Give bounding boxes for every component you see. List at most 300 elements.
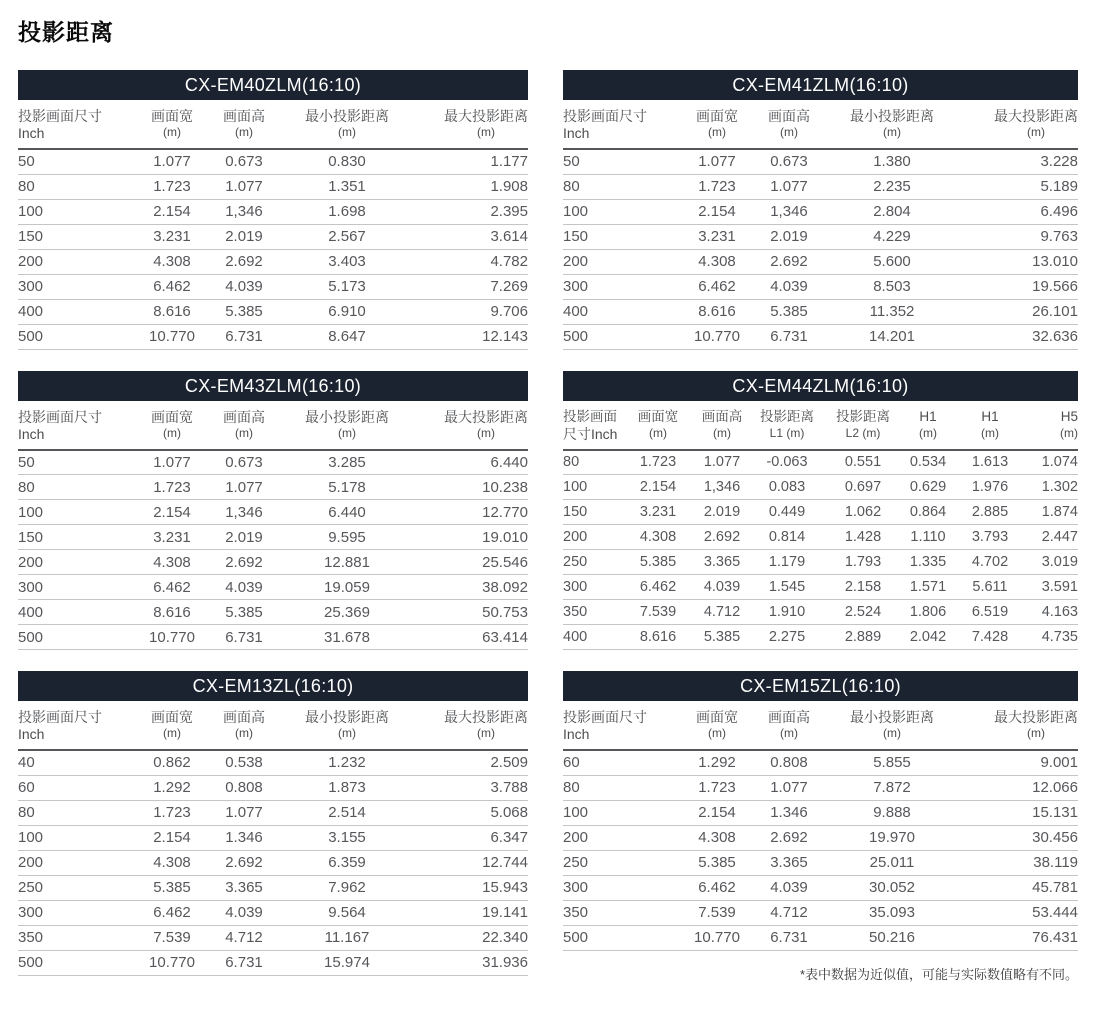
projection-table	[563, 701, 1078, 951]
table-row	[563, 500, 1078, 525]
table-row	[18, 775, 528, 800]
table-cell: 9.564	[272, 900, 422, 925]
table-cell: 6.519	[955, 600, 1025, 625]
size-cell: 200	[18, 249, 128, 274]
table-cell: 5.385	[673, 850, 761, 875]
table-cell: 8.616	[128, 299, 216, 324]
table-cell: 6.462	[673, 274, 761, 299]
size-cell: 150	[563, 224, 673, 249]
size-cell: 100	[18, 500, 128, 525]
table-section	[563, 371, 1078, 651]
column-header	[563, 701, 673, 750]
projection-table	[563, 100, 1078, 350]
table-cell: 5.385	[621, 550, 695, 575]
table-cell: 4.039	[216, 900, 272, 925]
table-cell: 6.462	[128, 900, 216, 925]
size-cell: 60	[563, 750, 673, 775]
header-label: 最小投影距离	[305, 408, 389, 425]
table-cell: 1.179	[749, 550, 825, 575]
table-cell: 26.101	[967, 299, 1078, 324]
table-cell: 5.189	[967, 174, 1078, 199]
size-cell: 500	[18, 625, 128, 650]
table-cell: 6.731	[216, 324, 272, 349]
size-cell: 50	[563, 149, 673, 174]
column-header	[216, 401, 272, 450]
size-cell: 200	[563, 825, 673, 850]
table-cell: 1.571	[901, 575, 955, 600]
header-label: 投影画面尺寸	[18, 108, 102, 124]
table-row	[563, 575, 1078, 600]
size-cell: 80	[563, 174, 673, 199]
table-title-bar	[563, 371, 1078, 401]
table-row	[563, 299, 1078, 324]
table-cell: 10.238	[422, 475, 528, 500]
table-cell: -0.063	[749, 450, 825, 475]
table-cell: 6.462	[128, 575, 216, 600]
header-unit: (m)	[477, 425, 495, 440]
table-cell: 3.365	[216, 875, 272, 900]
projection-table	[563, 401, 1078, 651]
table-cell: 2.158	[825, 575, 901, 600]
table-cell: 1.110	[901, 525, 955, 550]
table-row	[18, 500, 528, 525]
header-unit: (m)	[163, 425, 181, 440]
table-cell: 1.346	[761, 800, 817, 825]
table-cell: 0.538	[216, 750, 272, 775]
table-cell: 9.595	[272, 525, 422, 550]
table-cell: 2.395	[422, 199, 528, 224]
table-cell: 12.881	[272, 550, 422, 575]
column-header	[216, 701, 272, 750]
header-label: 投影画面尺寸	[18, 408, 102, 425]
table-cell: 0.697	[825, 475, 901, 500]
table-cell: 2.154	[128, 825, 216, 850]
size-cell: 500	[563, 324, 673, 349]
table-cell: 15.974	[272, 950, 422, 975]
table-section	[18, 70, 528, 350]
column-header	[761, 100, 817, 149]
column-header	[18, 701, 128, 750]
table-cell: 1.545	[749, 575, 825, 600]
table-cell: 5.855	[817, 750, 967, 775]
table-row	[563, 550, 1078, 575]
table-row	[18, 324, 528, 349]
table-cell: 2.692	[761, 825, 817, 850]
table-cell: 4.039	[216, 575, 272, 600]
table-row	[563, 850, 1078, 875]
size-cell: 400	[563, 625, 621, 650]
header-unit: (m)	[883, 125, 901, 139]
table-cell: 4.782	[422, 249, 528, 274]
table-row	[18, 199, 528, 224]
table-row	[563, 875, 1078, 900]
table-row	[18, 475, 528, 500]
table-cell: 10.770	[128, 625, 216, 650]
table-cell: 1.077	[128, 450, 216, 475]
table-cell: 0.449	[749, 500, 825, 525]
table-cell: 2.019	[216, 525, 272, 550]
size-cell: 300	[18, 900, 128, 925]
table-cell: 0.083	[749, 475, 825, 500]
table-cell: 2.447	[1025, 525, 1078, 550]
header-label: 最大投影距离	[994, 108, 1078, 124]
table-cell: 15.131	[967, 800, 1078, 825]
table-row	[18, 900, 528, 925]
table-cell: 2.514	[272, 800, 422, 825]
table-cell: 1.302	[1025, 475, 1078, 500]
table-cell: 1.077	[761, 775, 817, 800]
table-title: CX-EM41ZLM(16:10)	[732, 75, 909, 95]
table-cell: 3.365	[695, 550, 749, 575]
column-header	[673, 701, 761, 750]
table-cell: 31.936	[422, 950, 528, 975]
table-cell: 0.862	[128, 750, 216, 775]
table-cell: 10.770	[673, 925, 761, 950]
table-cell: 1.873	[272, 775, 422, 800]
header-label: 投影画面尺寸	[563, 709, 647, 725]
table-cell: 4.308	[128, 249, 216, 274]
table-cell: 2.692	[695, 525, 749, 550]
column-header	[817, 701, 967, 750]
table-cell: 12.066	[967, 775, 1078, 800]
table-cell: 15.943	[422, 875, 528, 900]
table-cell: 4.039	[761, 875, 817, 900]
table-cell: 3.403	[272, 249, 422, 274]
header-unit: (m)	[708, 726, 726, 740]
table-cell: 4.712	[695, 600, 749, 625]
header-unit: Inch	[563, 125, 590, 141]
table-cell: 1.908	[422, 174, 528, 199]
table-cell: 5.385	[695, 625, 749, 650]
table-cell: 1,346	[695, 475, 749, 500]
header-unit: L2 (m)	[845, 425, 881, 440]
table-cell: 50.753	[422, 600, 528, 625]
column-header	[967, 100, 1078, 149]
table-cell: 2.692	[216, 850, 272, 875]
header-label: 画面高	[768, 709, 810, 725]
table-cell: 8.616	[621, 625, 695, 650]
table-row	[563, 900, 1078, 925]
table-cell: 38.119	[967, 850, 1078, 875]
size-cell: 150	[563, 500, 621, 525]
size-cell: 80	[18, 475, 128, 500]
table-section	[563, 671, 1078, 951]
size-cell: 400	[18, 600, 128, 625]
header-row	[563, 701, 1078, 750]
column-header	[216, 100, 272, 149]
table-row	[18, 274, 528, 299]
table-cell: 1.723	[128, 800, 216, 825]
table-cell: 7.539	[673, 900, 761, 925]
table-cell: 32.636	[967, 324, 1078, 349]
table-cell: 1.723	[621, 450, 695, 475]
table-cell: 3.231	[673, 224, 761, 249]
header-unit: Inch	[18, 125, 45, 141]
table-cell: 4.712	[761, 900, 817, 925]
table-cell: 38.092	[422, 575, 528, 600]
table-row	[18, 550, 528, 575]
header-label: 最大投影距离	[444, 408, 528, 425]
header-unit: (m)	[883, 726, 901, 740]
header-label: 最大投影距离	[444, 709, 528, 725]
table-row	[18, 149, 528, 174]
table-cell: 4.163	[1025, 600, 1078, 625]
table-cell: 3.788	[422, 775, 528, 800]
header-label: 画面高	[701, 408, 743, 424]
table-cell: 4.308	[673, 825, 761, 850]
table-cell: 5.385	[216, 299, 272, 324]
size-cell: 400	[18, 299, 128, 324]
column-header	[272, 701, 422, 750]
table-cell: 4.308	[128, 550, 216, 575]
table-cell: 1.793	[825, 550, 901, 575]
table-cell: 6.496	[967, 199, 1078, 224]
table-row	[563, 825, 1078, 850]
size-cell: 200	[18, 850, 128, 875]
column-header	[673, 100, 761, 149]
size-cell: 350	[18, 925, 128, 950]
page-title: 投影距离	[18, 19, 114, 45]
header-label: 画面宽	[151, 108, 193, 124]
header-unit: (m)	[477, 125, 495, 139]
table-cell: 5.385	[216, 600, 272, 625]
header-unit: Inch	[563, 726, 590, 742]
size-cell: 500	[18, 950, 128, 975]
size-cell: 100	[18, 199, 128, 224]
projection-table	[18, 701, 528, 976]
table-cell: 19.970	[817, 825, 967, 850]
table-cell: 6.731	[761, 925, 817, 950]
table-cell: 4.712	[216, 925, 272, 950]
size-cell: 40	[18, 750, 128, 775]
column-header	[621, 401, 695, 450]
size-cell: 100	[563, 199, 673, 224]
table-cell: 2.019	[761, 224, 817, 249]
table-row	[563, 199, 1078, 224]
size-cell: 500	[563, 925, 673, 950]
table-cell: 7.269	[422, 274, 528, 299]
header-label: 投影画面	[563, 408, 617, 424]
table-cell: 1.077	[673, 149, 761, 174]
table-slot-em41	[563, 70, 1078, 350]
table-cell: 1.335	[901, 550, 955, 575]
table-cell: 25.546	[422, 550, 528, 575]
table-row	[18, 750, 528, 775]
table-cell: 2.692	[216, 249, 272, 274]
table-row	[18, 950, 528, 975]
column-header	[18, 100, 128, 149]
table-title-bar	[18, 70, 528, 100]
table-cell: 1.874	[1025, 500, 1078, 525]
table-cell: 1.613	[955, 450, 1025, 475]
column-header	[563, 100, 673, 149]
table-cell: 1.723	[673, 174, 761, 199]
table-cell: 25.011	[817, 850, 967, 875]
table-row	[18, 450, 528, 475]
header-unit: (m)	[338, 425, 356, 440]
header-row	[563, 100, 1078, 149]
size-cell: 500	[18, 324, 128, 349]
table-cell: 4.039	[216, 274, 272, 299]
table-title: CX-EM40ZLM(16:10)	[184, 75, 362, 95]
size-cell: 250	[563, 550, 621, 575]
table-cell: 1.077	[216, 475, 272, 500]
table-title: CX-EM13ZL(16:10)	[192, 676, 354, 696]
table-cell: 25.369	[272, 600, 422, 625]
table-cell: 12.770	[422, 500, 528, 525]
table-row	[563, 475, 1078, 500]
table-cell: 1.380	[817, 149, 967, 174]
table-row	[563, 925, 1078, 950]
table-cell: 0.551	[825, 450, 901, 475]
table-row	[18, 825, 528, 850]
table-cell: 1.077	[695, 450, 749, 475]
header-row	[563, 401, 1078, 450]
table-cell: 3.591	[1025, 575, 1078, 600]
table-cell: 11.167	[272, 925, 422, 950]
table-cell: 22.340	[422, 925, 528, 950]
table-slot-em15	[563, 671, 1078, 983]
size-cell: 80	[563, 450, 621, 475]
size-cell: 50	[18, 450, 128, 475]
header-unit: (m)	[919, 425, 937, 440]
size-cell: 100	[563, 800, 673, 825]
header-label: 最小投影距离	[850, 709, 934, 725]
column-header	[817, 100, 967, 149]
table-cell: 4.039	[695, 575, 749, 600]
header-unit: (m)	[163, 726, 181, 740]
header-label: 投影画面尺寸	[563, 108, 647, 124]
table-cell: 9.001	[967, 750, 1078, 775]
column-header	[422, 401, 528, 450]
table-title-bar	[563, 70, 1078, 100]
table-cell: 1,346	[216, 500, 272, 525]
table-cell: 1.976	[955, 475, 1025, 500]
size-cell: 300	[18, 274, 128, 299]
size-cell: 80	[18, 174, 128, 199]
column-header	[272, 401, 422, 450]
table-cell: 1.077	[761, 174, 817, 199]
table-cell: 19.141	[422, 900, 528, 925]
table-cell: 7.872	[817, 775, 967, 800]
table-cell: 2.235	[817, 174, 967, 199]
size-cell: 300	[563, 575, 621, 600]
table-row	[18, 174, 528, 199]
table-cell: 50.216	[817, 925, 967, 950]
header-label: 画面宽	[696, 709, 738, 725]
table-cell: 5.068	[422, 800, 528, 825]
table-cell: 4.735	[1025, 625, 1078, 650]
table-row	[18, 249, 528, 274]
table-cell: 1.077	[216, 800, 272, 825]
header-unit: (m)	[338, 726, 356, 740]
table-cell: 31.678	[272, 625, 422, 650]
header-unit: (m)	[477, 726, 495, 740]
table-slot-em13	[18, 671, 528, 976]
table-cell: 5.385	[128, 875, 216, 900]
table-row	[563, 450, 1078, 475]
table-cell: 3.614	[422, 224, 528, 249]
table-row	[563, 274, 1078, 299]
column-header	[825, 401, 901, 450]
table-cell: 3.155	[272, 825, 422, 850]
table-cell: 1.806	[901, 600, 955, 625]
table-cell: 2.804	[817, 199, 967, 224]
size-cell: 80	[563, 775, 673, 800]
table-row	[18, 625, 528, 650]
header-label: H1	[981, 408, 999, 424]
column-header	[695, 401, 749, 450]
table-cell: 12.143	[422, 324, 528, 349]
table-cell: 7.539	[621, 600, 695, 625]
table-cell: 13.010	[967, 249, 1078, 274]
table-cell: 7.962	[272, 875, 422, 900]
header-label: H5	[1060, 408, 1078, 424]
header-label: 最小投影距离	[305, 108, 389, 124]
table-cell: 5.611	[955, 575, 1025, 600]
table-row	[18, 575, 528, 600]
table-cell: 0.534	[901, 450, 955, 475]
column-header	[422, 100, 528, 149]
table-cell: 6.910	[272, 299, 422, 324]
size-cell: 350	[563, 600, 621, 625]
table-cell: 2.509	[422, 750, 528, 775]
column-header	[128, 701, 216, 750]
size-cell: 250	[18, 875, 128, 900]
table-cell: 1.062	[825, 500, 901, 525]
size-cell: 80	[18, 800, 128, 825]
table-cell: 0.629	[901, 475, 955, 500]
table-cell: 9.763	[967, 224, 1078, 249]
table-row	[18, 525, 528, 550]
header-unit: Inch	[18, 425, 45, 442]
header-label: 画面高	[223, 108, 265, 124]
table-cell: 1.077	[216, 174, 272, 199]
header-label: 画面宽	[151, 408, 193, 425]
header-row	[18, 701, 528, 750]
size-cell: 150	[18, 525, 128, 550]
table-cell: 1.698	[272, 199, 422, 224]
size-cell: 300	[563, 274, 673, 299]
table-cell: 4.308	[128, 850, 216, 875]
table-row	[563, 149, 1078, 174]
header-row	[18, 100, 528, 149]
table-row	[563, 224, 1078, 249]
table-cell: 5.173	[272, 274, 422, 299]
table-cell: 1.723	[128, 475, 216, 500]
header-label: H1	[919, 408, 937, 424]
table-cell: 0.673	[216, 149, 272, 174]
table-cell: 10.770	[128, 324, 216, 349]
size-cell: 50	[18, 149, 128, 174]
table-cell: 2.524	[825, 600, 901, 625]
table-cell: 6.462	[621, 575, 695, 600]
table-cell: 19.059	[272, 575, 422, 600]
table-cell: 2.154	[621, 475, 695, 500]
header-unit: (m)	[780, 125, 798, 139]
table-cell: 11.352	[817, 299, 967, 324]
table-cell: 4.308	[673, 249, 761, 274]
table-cell: 10.770	[128, 950, 216, 975]
table-slot-em43	[18, 371, 528, 651]
header-unit: (m)	[713, 425, 731, 440]
column-header	[761, 701, 817, 750]
table-cell: 2.154	[673, 800, 761, 825]
header-label: 画面宽	[151, 709, 193, 725]
table-cell: 2.154	[128, 500, 216, 525]
table-cell: 63.414	[422, 625, 528, 650]
table-cell: 6.731	[216, 950, 272, 975]
